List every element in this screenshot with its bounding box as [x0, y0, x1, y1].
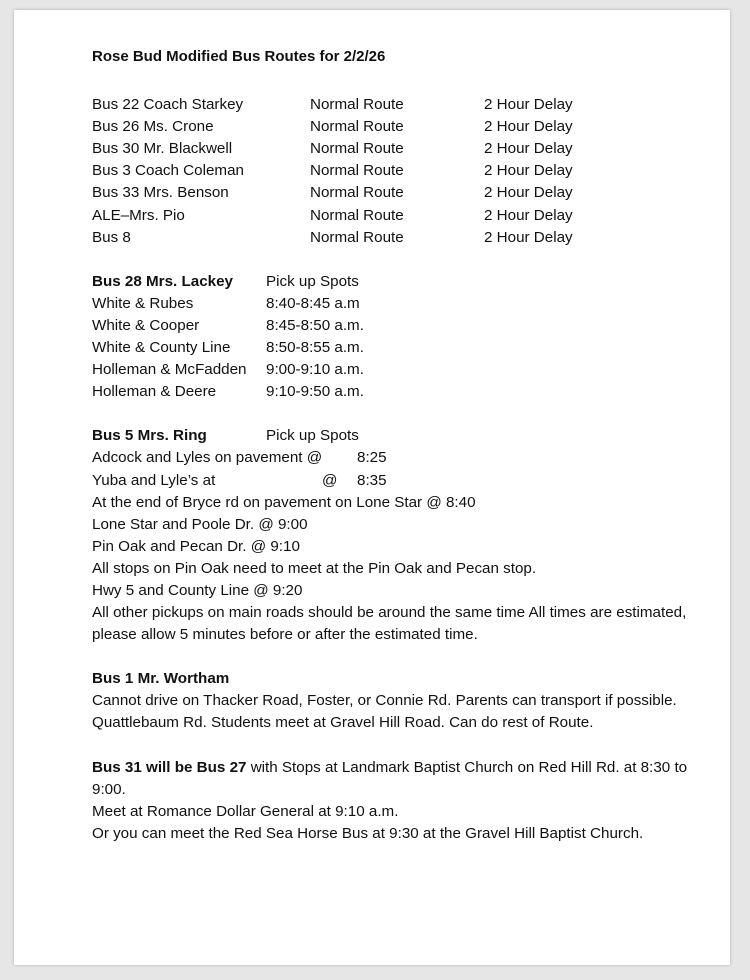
document-content	[92, 46, 692, 845]
bus28-section	[92, 271, 692, 404]
pickup-row	[92, 337, 692, 359]
bus5-line: Lone Star and Poole Dr. @ 9:00	[92, 515, 308, 533]
pickup-place: White & Cooper	[92, 316, 200, 334]
route-bus: Bus 8	[92, 228, 131, 246]
route-bus: Bus 33 Mrs. Benson	[92, 184, 229, 202]
route-delay: 2 Hour Delay	[484, 96, 573, 114]
stop-time: 8:35	[357, 471, 387, 489]
route-delay: 2 Hour Delay	[484, 184, 573, 202]
bus5-col-label: Pick up Spots	[266, 427, 359, 445]
route-delay: 2 Hour Delay	[484, 140, 573, 158]
bus28-header	[92, 271, 692, 293]
route-row	[92, 160, 692, 182]
bus1-line: Quattlebaum Rd. Students meet at Gravel Hill Road. Can do rest of Route.	[92, 714, 594, 732]
pickup-time: 9:10-9:50 a.m.	[266, 383, 364, 401]
route-bus: Bus 30 Mr. Blackwell	[92, 140, 233, 158]
bus31-line: Meet at Romance Dollar General at 9:10 a.m.	[92, 802, 399, 820]
stop-place: Yuba and Lyle’s at	[92, 471, 216, 489]
bus5-note: All other pickups on main roads should be around the same time All times are estimated, please allow 5 minutes before or after the estimated time.	[92, 604, 687, 644]
stop-at: @	[322, 471, 338, 489]
pickup-row	[92, 293, 692, 315]
bus5-header	[92, 425, 692, 447]
pickup-place: White & Rubes	[92, 294, 194, 312]
route-row	[92, 138, 692, 160]
stop-time: 8:25	[357, 449, 387, 467]
bus28-col-label: Pick up Spots	[266, 272, 359, 290]
bus5-line: At the end of Bryce rd on pavement on Lone Star @ 8:40	[92, 493, 476, 511]
route-row	[92, 205, 692, 227]
route-bus: ALE–Mrs. Pio	[92, 206, 185, 224]
bus1-line: Cannot drive on Thacker Road, Foster, or Connie Rd. Parents can transport if possible.	[92, 692, 677, 710]
bus31-heading: Bus 31 will be Bus 27	[92, 758, 247, 776]
bus5-section	[92, 425, 692, 646]
route-bus: Bus 3 Coach Coleman	[92, 162, 244, 180]
bus1-heading: Bus 1 Mr. Wortham	[92, 670, 230, 688]
route-status: Normal Route	[310, 96, 404, 114]
route-status: Normal Route	[310, 184, 404, 202]
bus5-stop	[92, 470, 692, 492]
pickup-place: Holleman & McFadden	[92, 361, 247, 379]
route-row	[92, 182, 692, 204]
bus5-line: Pin Oak and Pecan Dr. @ 9:10	[92, 537, 300, 555]
bus28-heading: Bus 28 Mrs. Lackey	[92, 272, 233, 290]
pickup-time: 8:45-8:50 a.m.	[266, 316, 364, 334]
route-status: Normal Route	[310, 140, 404, 158]
bus31-line: Or you can meet the Red Sea Horse Bus at 9:30 at the Gravel Hill Baptist Church.	[92, 824, 644, 842]
bus5-stop	[92, 447, 692, 469]
route-bus: Bus 22 Coach Starkey	[92, 96, 244, 114]
route-bus: Bus 26 Ms. Crone	[92, 118, 214, 136]
route-delay: 2 Hour Delay	[484, 206, 573, 224]
bus5-line: All stops on Pin Oak need to meet at the Pin Oak and Pecan stop.	[92, 559, 537, 577]
route-row	[92, 94, 692, 116]
stop-place: Adcock and Lyles on pavement @	[92, 449, 323, 467]
pickup-place: Holleman & Deere	[92, 383, 217, 401]
pickup-row	[92, 381, 692, 403]
route-row	[92, 116, 692, 138]
route-delay: 2 Hour Delay	[484, 162, 573, 180]
bus31-intro	[92, 757, 692, 801]
normal-routes-list	[92, 94, 692, 249]
pickup-row	[92, 359, 692, 381]
document-page	[14, 10, 730, 965]
pickup-place: White & County Line	[92, 339, 231, 357]
route-delay: 2 Hour Delay	[484, 118, 573, 136]
bus31-heading-rest: with Stops at Landmark Baptist Church on Red Hill Rd. at 8:30 to 9:00.	[92, 758, 688, 798]
pickup-time: 8:40-8:45 a.m	[266, 294, 360, 312]
route-row	[92, 227, 692, 249]
route-status: Normal Route	[310, 162, 404, 180]
bus1-section	[92, 668, 692, 734]
pickup-time: 9:00-9:10 a.m.	[266, 361, 364, 379]
route-delay: 2 Hour Delay	[484, 228, 573, 246]
route-status: Normal Route	[310, 118, 404, 136]
bus31-section	[92, 757, 692, 845]
pickup-time: 8:50-8:55 a.m.	[266, 339, 364, 357]
pickup-row	[92, 315, 692, 337]
route-status: Normal Route	[310, 206, 404, 224]
document-title: Rose Bud Modified Bus Routes for 2/2/26	[92, 48, 386, 65]
bus5-heading: Bus 5 Mrs. Ring	[92, 427, 207, 445]
route-status: Normal Route	[310, 228, 404, 246]
bus5-line: Hwy 5 and County Line @ 9:20	[92, 581, 303, 599]
